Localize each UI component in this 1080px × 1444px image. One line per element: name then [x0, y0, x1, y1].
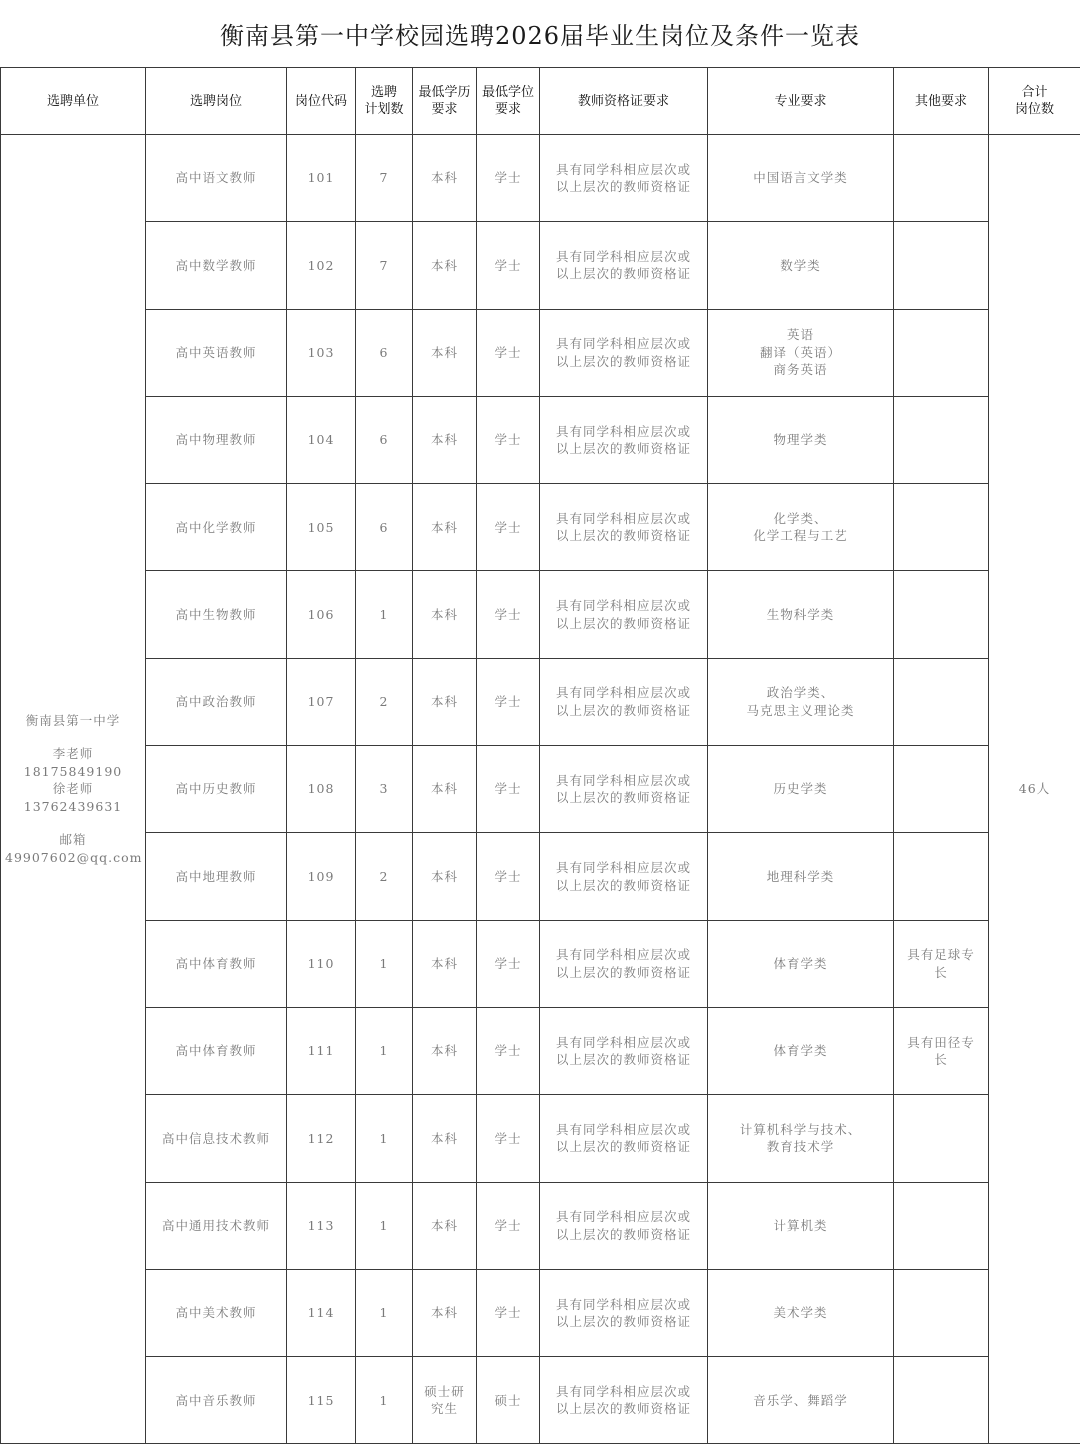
cell-major: 体育学类: [708, 920, 894, 1007]
cell-plan: 2: [356, 658, 413, 745]
cell-plan: 1: [356, 1007, 413, 1094]
cell-plan: 6: [356, 484, 413, 571]
cell-cert: 具有同学科相应层次或 以上层次的教师资格证: [540, 920, 708, 1007]
cell-edu: 本科: [413, 1095, 477, 1182]
table-row: [1, 1007, 1080, 1094]
cell-plan: 2: [356, 833, 413, 920]
table-row: [1, 833, 1080, 920]
cell-edu: 本科: [413, 1007, 477, 1094]
cell-other: [894, 309, 989, 396]
cell-major: 化学类、 化学工程与工艺: [708, 484, 894, 571]
cell-other: [894, 484, 989, 571]
cell-cert: 具有同学科相应层次或 以上层次的教师资格证: [540, 658, 708, 745]
cell-code: 108: [287, 746, 356, 833]
cell-plan: 6: [356, 396, 413, 483]
cell-major: 音乐学、舞蹈学: [708, 1357, 894, 1444]
cell-major: 英语 翻译（英语） 商务英语: [708, 309, 894, 396]
cell-post: 高中音乐教师: [146, 1357, 287, 1444]
cell-degree: 学士: [477, 571, 540, 658]
cell-cert: 具有同学科相应层次或 以上层次的教师资格证: [540, 1357, 708, 1444]
cell-other: [894, 1269, 989, 1356]
table-row: [1, 920, 1080, 1007]
cell-code: 102: [287, 222, 356, 309]
cell-major: 计算机科学与技术、 教育技术学: [708, 1095, 894, 1182]
cell-post: 高中地理教师: [146, 833, 287, 920]
cell-edu: 本科: [413, 920, 477, 1007]
cell-plan: 3: [356, 746, 413, 833]
cell-degree: 学士: [477, 484, 540, 571]
cell-major: 计算机类: [708, 1182, 894, 1269]
table-row: [1, 1269, 1080, 1356]
table-body: [1, 135, 1080, 1444]
cell-plan: 6: [356, 309, 413, 396]
cell-major: 生物科学类: [708, 571, 894, 658]
header-post: 选聘岗位: [146, 68, 287, 135]
table-row: [1, 484, 1080, 571]
cell-plan: 1: [356, 1095, 413, 1182]
cell-cert: 具有同学科相应层次或 以上层次的教师资格证: [540, 1182, 708, 1269]
cell-post: 高中政治教师: [146, 658, 287, 745]
cell-degree: 学士: [477, 746, 540, 833]
cell-post: 高中数学教师: [146, 222, 287, 309]
unit-contacts: 李老师 18175849190 徐老师 13762439631: [23, 746, 123, 814]
cell-edu: 本科: [413, 658, 477, 745]
cell-other: [894, 1182, 989, 1269]
cell-edu: 本科: [413, 396, 477, 483]
cell-edu: 本科: [413, 571, 477, 658]
header-code: 岗位代码: [287, 68, 356, 135]
cell-major: 政治学类、 马克思主义理论类: [708, 658, 894, 745]
cell-cert: 具有同学科相应层次或 以上层次的教师资格证: [540, 833, 708, 920]
header-plan: 选聘 计划数: [356, 68, 413, 135]
cell-plan: 7: [356, 222, 413, 309]
cell-edu: 本科: [413, 309, 477, 396]
cell-post: 高中化学教师: [146, 484, 287, 571]
cell-code: 111: [287, 1007, 356, 1094]
cell-code: 104: [287, 396, 356, 483]
cell-other: [894, 1095, 989, 1182]
table-row: [1, 658, 1080, 745]
cell-cert: 具有同学科相应层次或 以上层次的教师资格证: [540, 571, 708, 658]
cell-post: 高中通用技术教师: [146, 1182, 287, 1269]
cell-cert: 具有同学科相应层次或 以上层次的教师资格证: [540, 396, 708, 483]
cell-degree: 学士: [477, 920, 540, 1007]
header-other: 其他要求: [894, 68, 989, 135]
cell-degree: 学士: [477, 833, 540, 920]
header-unit: 选聘单位: [1, 68, 146, 135]
table-row: [1, 309, 1080, 396]
table-row: [1, 746, 1080, 833]
cell-other: [894, 746, 989, 833]
cell-code: 106: [287, 571, 356, 658]
cell-code: 105: [287, 484, 356, 571]
cell-edu: 本科: [413, 135, 477, 222]
header-major: 专业要求: [708, 68, 894, 135]
table-row: [1, 222, 1080, 309]
cell-cert: 具有同学科相应层次或 以上层次的教师资格证: [540, 1007, 708, 1094]
cell-plan: 1: [356, 1269, 413, 1356]
total-cell: 46人: [989, 135, 1080, 1444]
cell-code: 109: [287, 833, 356, 920]
cell-cert: 具有同学科相应层次或 以上层次的教师资格证: [540, 484, 708, 571]
unit-name: 衡南县第一中学: [25, 712, 121, 728]
cell-post: 高中信息技术教师: [146, 1095, 287, 1182]
cell-other: [894, 833, 989, 920]
header-cert: 教师资格证要求: [540, 68, 708, 135]
cell-degree: 学士: [477, 1269, 540, 1356]
cell-edu: 本科: [413, 1182, 477, 1269]
cell-code: 112: [287, 1095, 356, 1182]
positions-table: [0, 67, 1080, 1444]
cell-post: 高中英语教师: [146, 309, 287, 396]
cell-plan: 7: [356, 135, 413, 222]
cell-major: 美术学类: [708, 1269, 894, 1356]
cell-code: 113: [287, 1182, 356, 1269]
cell-cert: 具有同学科相应层次或 以上层次的教师资格证: [540, 222, 708, 309]
unit-email: 邮箱 49907602@qq.com: [5, 832, 143, 865]
cell-cert: 具有同学科相应层次或 以上层次的教师资格证: [540, 746, 708, 833]
cell-edu: 本科: [413, 1269, 477, 1356]
cell-major: 体育学类: [708, 1007, 894, 1094]
cell-post: 高中生物教师: [146, 571, 287, 658]
table-row: [1, 571, 1080, 658]
cell-plan: 1: [356, 1357, 413, 1444]
cell-edu: 硕士研 究生: [413, 1357, 477, 1444]
cell-major: 数学类: [708, 222, 894, 309]
table-row: [1, 1182, 1080, 1269]
cell-code: 114: [287, 1269, 356, 1356]
cell-code: 103: [287, 309, 356, 396]
table-row: [1, 1357, 1080, 1444]
page-title: 衡南县第一中学校园选聘2026届毕业生岗位及条件一览表: [219, 22, 861, 50]
cell-code: 107: [287, 658, 356, 745]
cell-other: [894, 658, 989, 745]
header-row: [1, 68, 1080, 135]
cell-major: 物理学类: [708, 396, 894, 483]
cell-degree: 学士: [477, 135, 540, 222]
cell-post: 高中体育教师: [146, 920, 287, 1007]
cell-degree: 学士: [477, 1095, 540, 1182]
cell-major: 中国语言文学类: [708, 135, 894, 222]
cell-cert: 具有同学科相应层次或 以上层次的教师资格证: [540, 1095, 708, 1182]
cell-cert: 具有同学科相应层次或 以上层次的教师资格证: [540, 135, 708, 222]
cell-other: [894, 1357, 989, 1444]
cell-edu: 本科: [413, 833, 477, 920]
header-edu: 最低学历 要求: [413, 68, 477, 135]
cell-other: [894, 222, 989, 309]
cell-major: 地理科学类: [708, 833, 894, 920]
cell-other: [894, 571, 989, 658]
cell-edu: 本科: [413, 484, 477, 571]
cell-code: 110: [287, 920, 356, 1007]
cell-edu: 本科: [413, 746, 477, 833]
header-total: 合计 岗位数: [989, 68, 1080, 135]
cell-edu: 本科: [413, 222, 477, 309]
unit-cell: [1, 135, 146, 1444]
cell-cert: 具有同学科相应层次或 以上层次的教师资格证: [540, 1269, 708, 1356]
cell-degree: 学士: [477, 396, 540, 483]
cell-plan: 1: [356, 1182, 413, 1269]
cell-degree: 学士: [477, 1007, 540, 1094]
table-row: [1, 135, 1080, 222]
cell-other: 具有田径专 长: [894, 1007, 989, 1094]
table-row: [1, 396, 1080, 483]
cell-post: 高中物理教师: [146, 396, 287, 483]
cell-cert: 具有同学科相应层次或 以上层次的教师资格证: [540, 309, 708, 396]
cell-degree: 硕士: [477, 1357, 540, 1444]
cell-major: 历史学类: [708, 746, 894, 833]
cell-post: 高中历史教师: [146, 746, 287, 833]
cell-post: 高中美术教师: [146, 1269, 287, 1356]
cell-other: 具有足球专 长: [894, 920, 989, 1007]
cell-code: 115: [287, 1357, 356, 1444]
cell-post: 高中语文教师: [146, 135, 287, 222]
cell-other: [894, 135, 989, 222]
cell-plan: 1: [356, 571, 413, 658]
cell-degree: 学士: [477, 658, 540, 745]
header-degree: 最低学位 要求: [477, 68, 540, 135]
cell-code: 101: [287, 135, 356, 222]
cell-degree: 学士: [477, 1182, 540, 1269]
cell-plan: 1: [356, 920, 413, 1007]
cell-post: 高中体育教师: [146, 1007, 287, 1094]
cell-degree: 学士: [477, 222, 540, 309]
table-row: [1, 1095, 1080, 1182]
cell-degree: 学士: [477, 309, 540, 396]
cell-other: [894, 396, 989, 483]
